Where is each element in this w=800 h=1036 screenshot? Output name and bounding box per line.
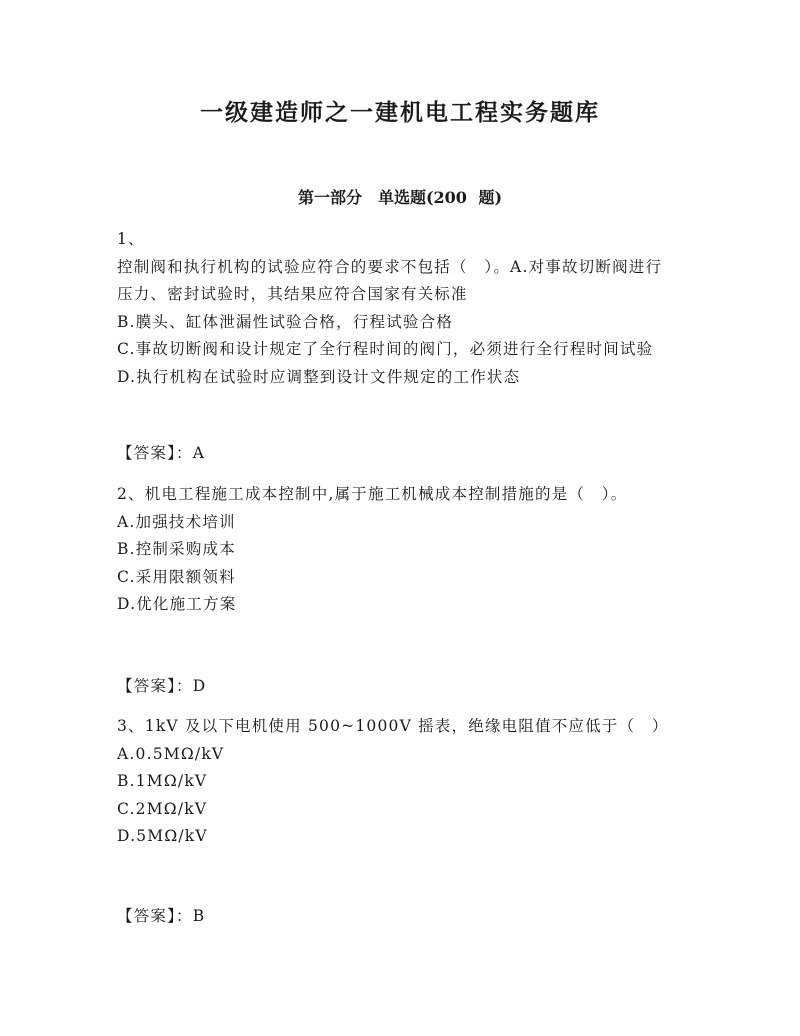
option-b: B.膜头、缸体泄漏性试验合格，行程试验合格 <box>117 312 454 331</box>
option-d: D.优化施工方案 <box>117 595 237 613</box>
answer-text: 【答案】：A <box>117 444 206 462</box>
option-b: B.控制采购成本 <box>117 540 236 558</box>
section-title: 第一部分 单选题(200 题) <box>297 188 503 207</box>
answer-1 <box>117 440 697 468</box>
option-a: A.0.5MΩ/kV <box>117 744 225 763</box>
option-d: D.执行机构在试验时应调整到设计文件规定的工作状态 <box>117 367 521 386</box>
document-title: 一级建造师之一建机电工程实务题库 <box>200 99 600 126</box>
option-b: B.1MΩ/kV <box>117 772 208 790</box>
option-c: C.事故切断阀和设计规定了全行程时间的阀门，必须进行全行程时间试验 <box>117 340 654 358</box>
question-2 <box>117 481 697 619</box>
option-c: C.采用限额领料 <box>117 567 236 586</box>
option-a: A.加强技术培训 <box>117 512 236 531</box>
answer-3 <box>117 903 697 931</box>
answer-2 <box>117 673 697 701</box>
question-stem: 2、机电工程施工成本控制中,属于施工机械成本控制措施的是（ ）。 <box>117 485 628 503</box>
option-d: D.5MΩ/kV <box>117 827 208 845</box>
question-3 <box>117 713 697 851</box>
question-stem: 控制阀和执行机构的试验应符合的要求不包括（ ）。A.对事故切断阀进行压力、密封试验时，其结果应符合国家有关标准 <box>117 257 663 303</box>
answer-text: 【答案】：B <box>117 907 206 925</box>
option-c: C.2MΩ/kV <box>117 799 208 818</box>
answer-text: 【答案】：D <box>117 677 207 695</box>
question-1 <box>117 226 697 391</box>
question-number: 1、 <box>117 230 145 248</box>
question-stem: 3、1kV 及以下电机使用 500~1000V 摇表，绝缘电阻值不应低于（ ） <box>117 717 669 735</box>
